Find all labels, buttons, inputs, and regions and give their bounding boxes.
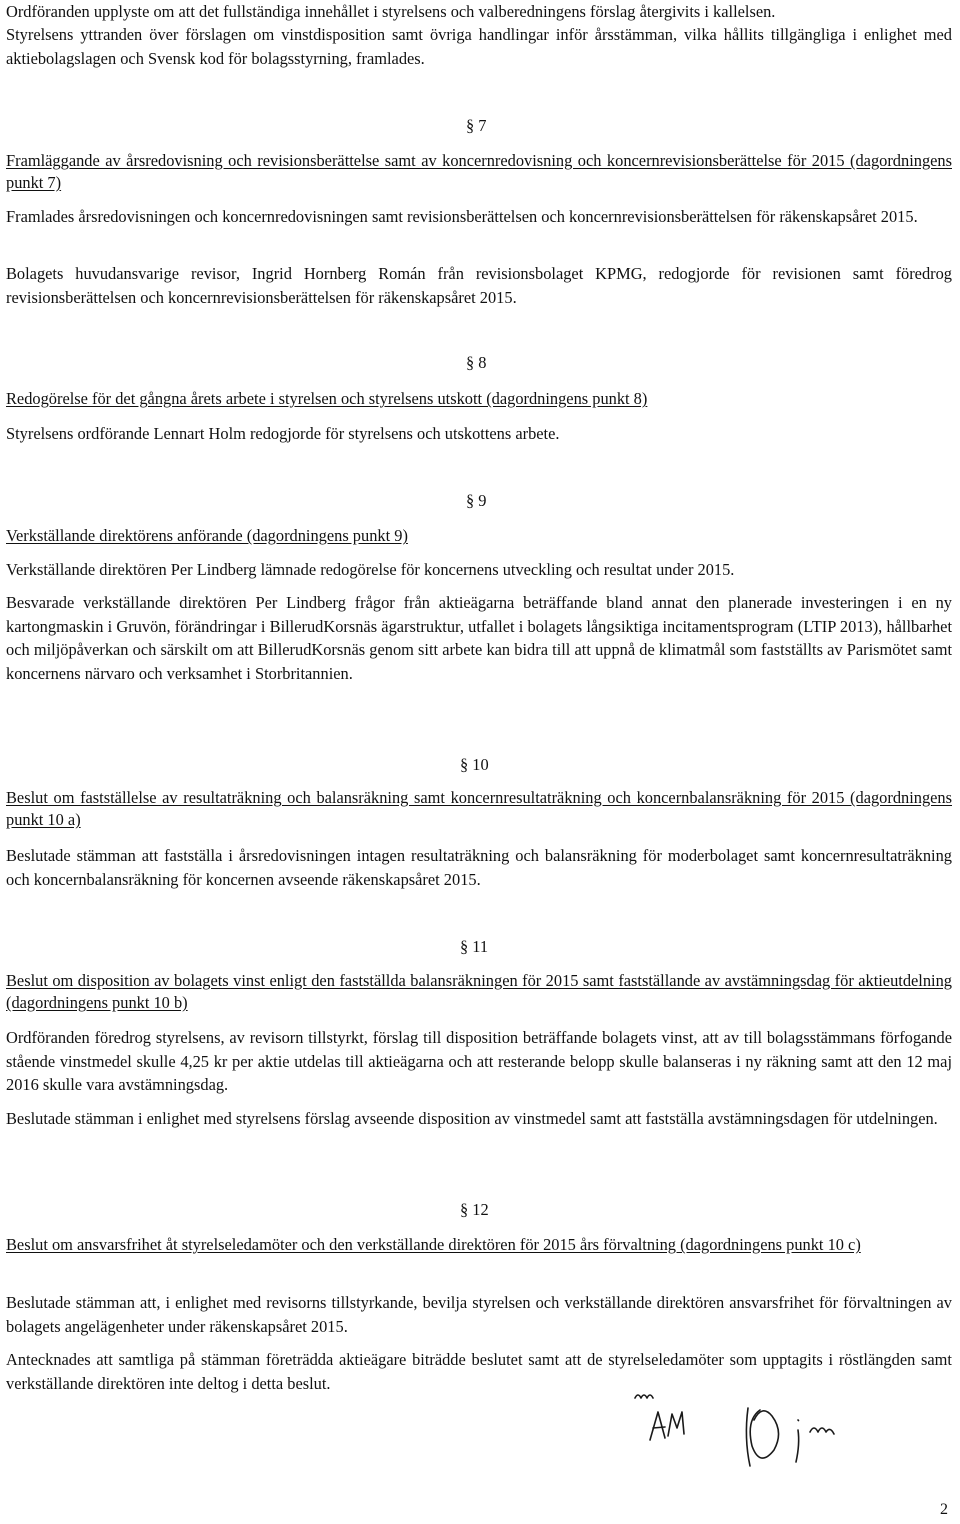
section-7-paragraph-1: Framlades årsredovisningen och koncernredovisningen samt revisionsberättelsen och koncernrevisionsberättelsen för räkenskapsåret 2015.	[6, 207, 918, 226]
intro-paragraph-2: Styrelsens yttranden över förslagen om vinstdisposition samt övriga handlingar inför årsstämman, vilka hållits tillgängliga i enlighet med aktiebolagslagen och Svensk kod för bolagsstyrning, framlades.	[6, 25, 952, 68]
section-number-9: § 9	[466, 491, 487, 510]
section-number-11: § 11	[460, 937, 489, 956]
section-9-paragraph-2: Besvarade verkställande direktören Per Lindberg frågor från aktieägarna beträffande bland annat den planerade investeringen i en ny kartongmaskin i Gruvön, förändringar i BillerudKorsnäs ägarstruktur, utfallet i bolagets långsiktiga incitamentsprogram (LTIP 2013), hållbarhet och miljöpåverkan och särskilt om att BillerudKorsnäs genom sitt arbete kan bidra till att uppnå de klimatmål som fastställts av Parismötet samt koncernens närvaro och verksamhet i Storbritannien.	[6, 593, 952, 683]
section-heading-10: Beslut om fastställelse av resultaträkning och balansräkning samt koncernresultaträkning och koncernbalansräkning för 2015 (dagordningens punkt 10 a)	[6, 788, 952, 829]
section-heading-7: Framläggande av årsredovisning och revisionsberättelse samt av koncernredovisning och koncernrevisionsberättelse för 2015 (dagordningens punkt 7)	[6, 151, 952, 192]
section-heading-9: Verkställande direktörens anförande (dagordningens punkt 9)	[6, 526, 408, 545]
section-8-paragraph-1: Styrelsens ordförande Lennart Holm redogjorde för styrelsens och utskottens arbete.	[6, 424, 560, 443]
section-10-paragraph-1: Beslutade stämman att fastställa i årsredovisningen intagen resultaträkning och balansräkning för moderbolaget samt koncernresultaträkning och koncernbalansräkning för koncernen avseende räkenskapsåret 2015.	[6, 846, 952, 889]
page-number: 2	[940, 1501, 948, 1518]
handwritten-initials	[630, 1370, 890, 1480]
section-9-paragraph-1: Verkställande direktören Per Lindberg lämnade redogörelse för koncernens utveckling och resultat under 2015.	[6, 560, 735, 579]
section-12-paragraph-2: Antecknades att samtliga på stämman företrädda aktieägare biträdde beslutet samt att de styrelseledamöter som upptagits i röstlängden samt verkställande direktören inte deltog i detta beslut.	[6, 1350, 952, 1393]
section-12-paragraph-1: Beslutade stämman att, i enlighet med revisorns tillstyrkande, bevilja styrelsen och verkställande direktören ansvarsfrihet för förvaltningen av bolagets angelägenheter under räkenskapsåret 2015.	[6, 1293, 952, 1336]
section-heading-8: Redogörelse för det gångna årets arbete i styrelsen och styrelsens utskott (dagordningens punkt 8)	[6, 389, 648, 408]
section-heading-11: Beslut om disposition av bolagets vinst enligt den fastställda balansräkningen för 2015 samt fastställande av avstämningsdag för aktieutdelning (dagordningens punkt 10 b)	[6, 971, 952, 1012]
section-number-10: § 10	[460, 755, 489, 774]
section-number-8: § 8	[466, 353, 487, 372]
section-heading-12: Beslut om ansvarsfrihet åt styrelseledamöter och den verkställande direktören för 2015 års förvaltning (dagordningens punkt 10 c)	[6, 1235, 861, 1254]
section-11-paragraph-1: Ordföranden föredrog styrelsens, av revisorn tillstyrkt, förslag till disposition beträffande bolagets vinst, att av till bolagsstämmans förfogande stående vinstmedel skulle 4,25 kr per aktie utdelas till aktieägarna och att resterande belopp skulle balanseras i ny räkning samt att den 12 maj 2016 skulle vara avstämningsdag.	[6, 1028, 952, 1094]
section-7-paragraph-2: Bolagets huvudansvarige revisor, Ingrid Hornberg Román från revisionsbolaget KPMG, redogjorde för revisionen samt föredrog revisionsberättelsen och koncernrevisionsberättelsen för räkenskapsåret 2015.	[6, 264, 952, 307]
section-number-12: § 12	[460, 1200, 489, 1219]
section-11-paragraph-2: Beslutade stämman i enlighet med styrelsens förslag avseende disposition av vinstmedel samt att fastställa avstämningsdagen för utdelningen.	[6, 1109, 938, 1128]
section-number-7: § 7	[466, 116, 487, 135]
intro-paragraph-1: Ordföranden upplyste om att det fullständiga innehållet i styrelsens och valberedningens förslag återgivits i kallelsen.	[6, 2, 776, 21]
